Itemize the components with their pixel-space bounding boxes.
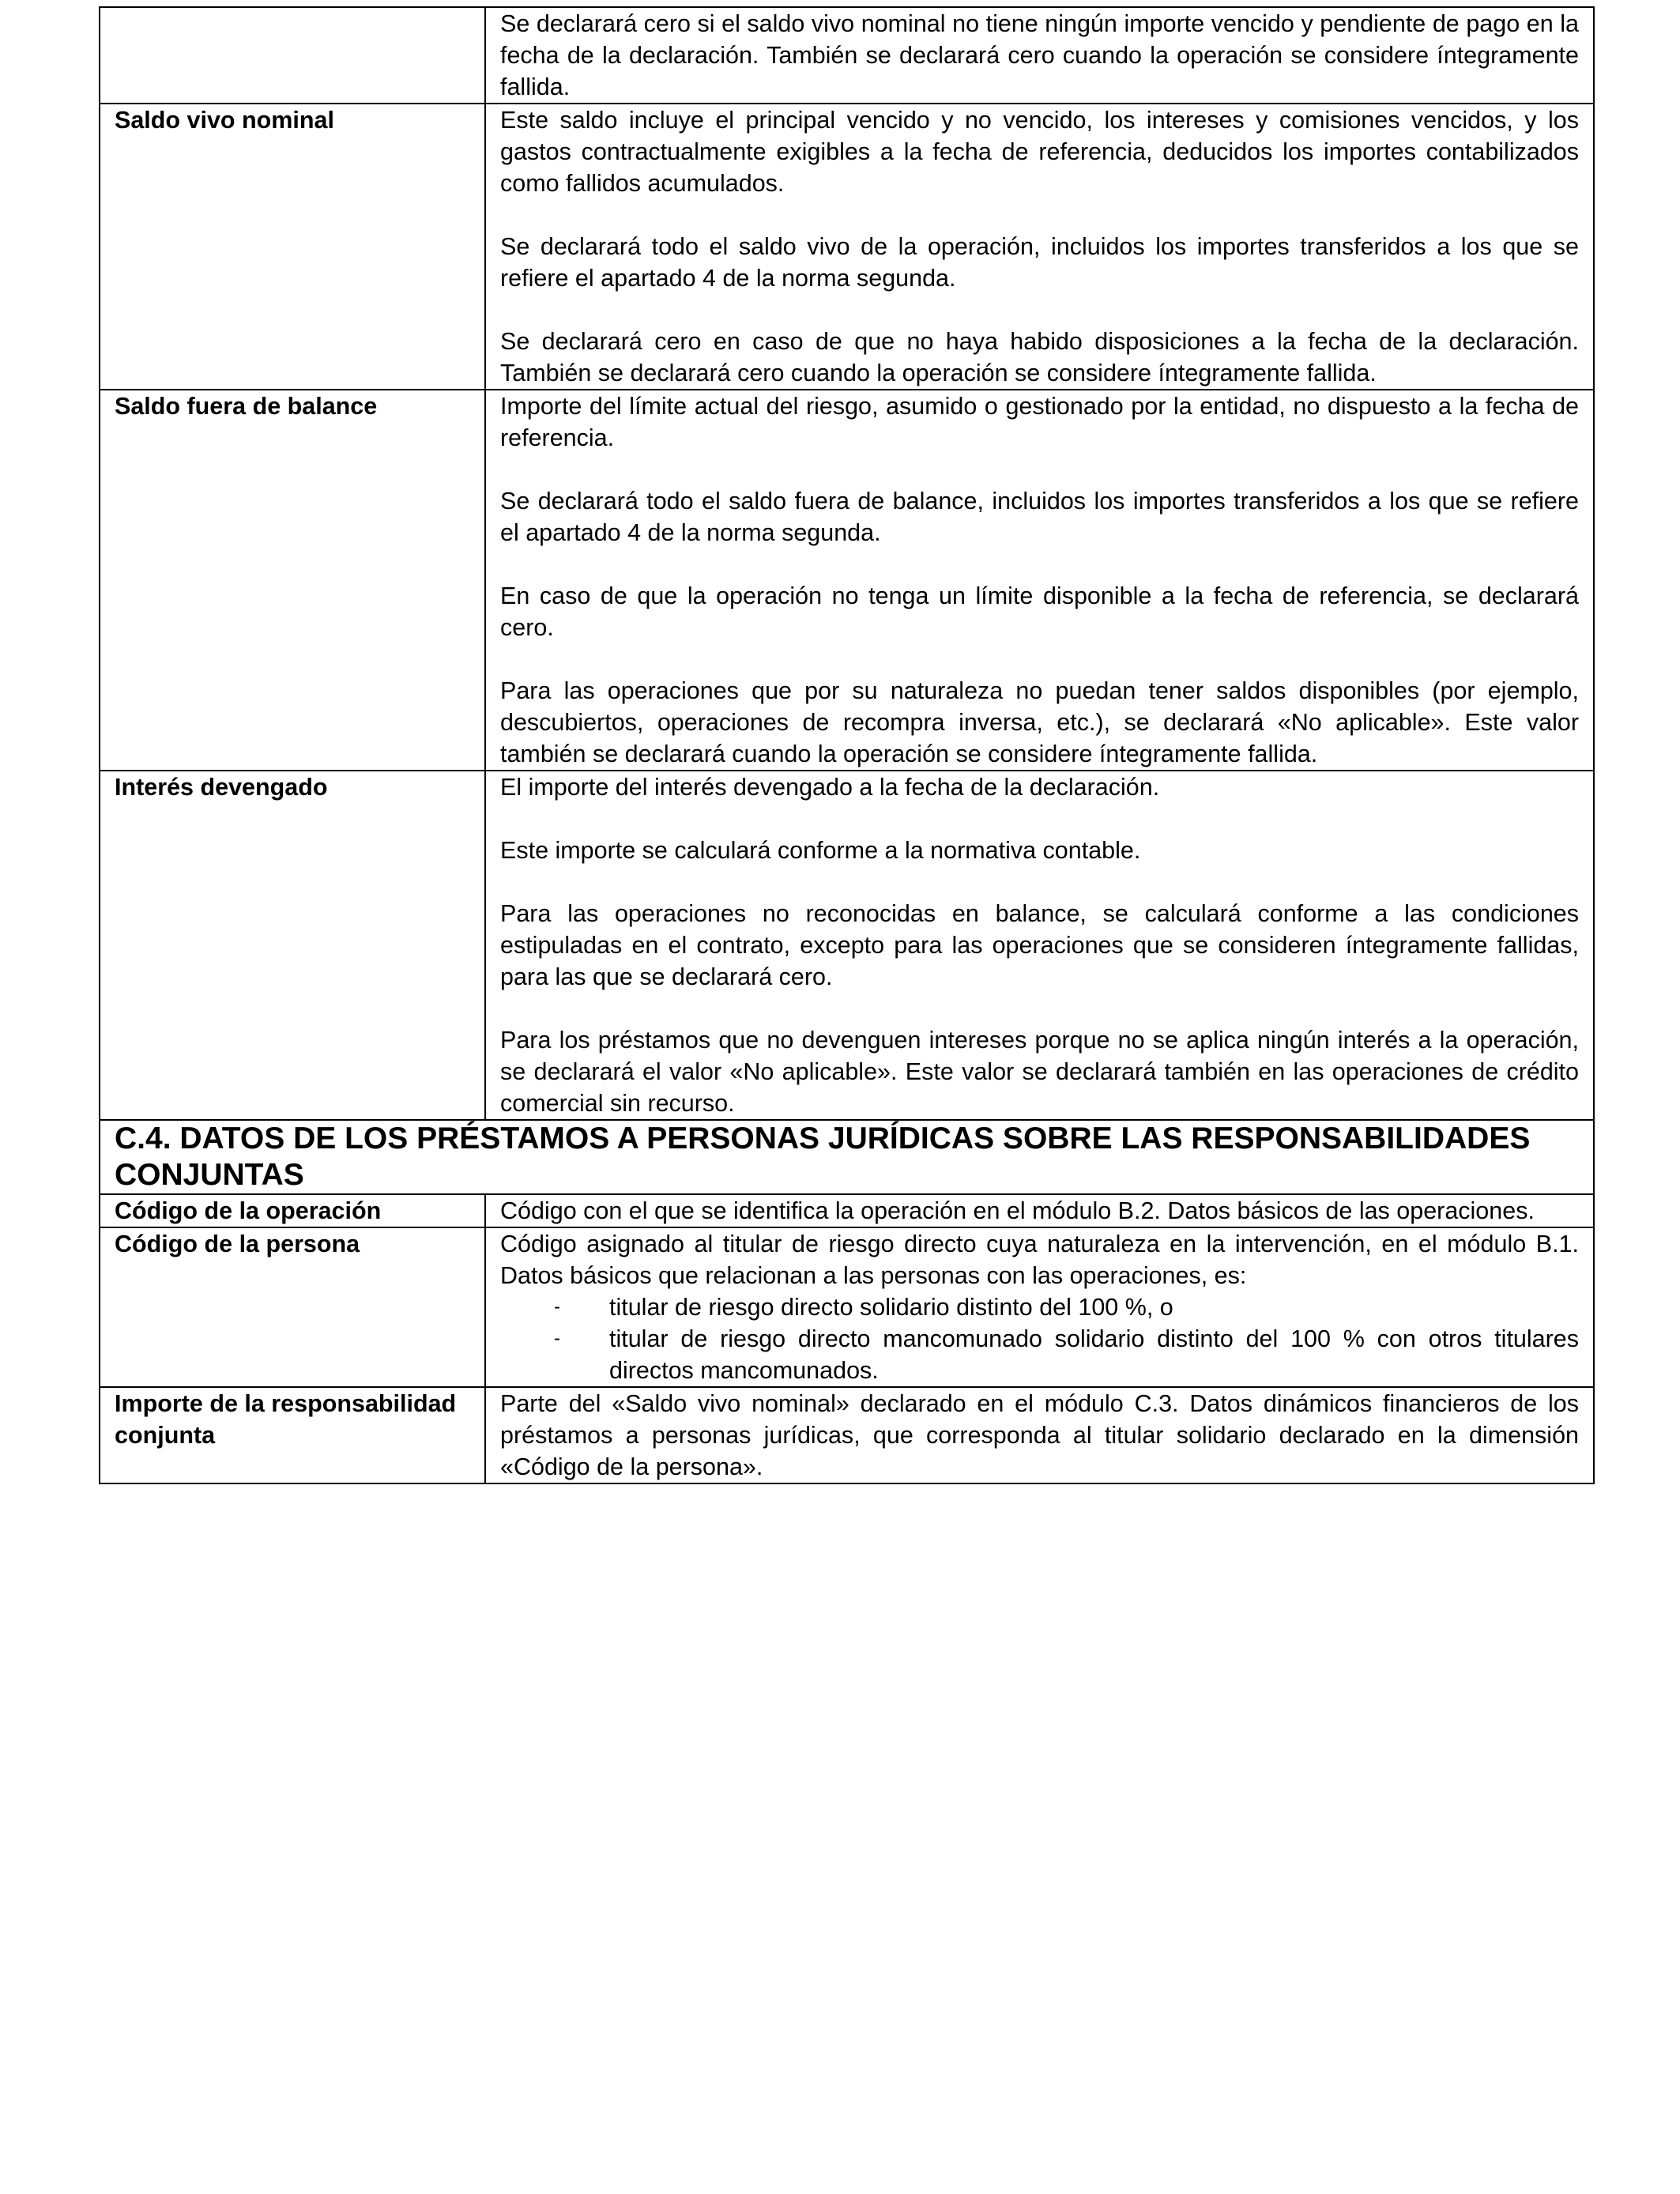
- description-cell: [485, 104, 1594, 390]
- list-item: [554, 1291, 1579, 1323]
- description-cell: [485, 1194, 1594, 1227]
- paragraph: Importe del límite actual del riesgo, asumido o gestionado por la entidad, no dispuesto a la fecha de referencia.: [500, 393, 1579, 451]
- table-row: [100, 1194, 1594, 1227]
- description-cell: [485, 390, 1594, 771]
- table-row: [100, 390, 1594, 771]
- paragraph: Para las operaciones no reconocidas en balance, se calculará conforme a las condiciones estipuladas en el contrato, excepto para las operaciones que se consideren íntegramente fallidas, para las que se declarará cero.: [500, 900, 1579, 990]
- section-title: C.4. DATOS DE LOS PRÉSTAMOS A PERSONAS JURÍDICAS SOBRE LAS RESPONSABILIDADES CONJUNTAS: [100, 1120, 1594, 1194]
- section-title-row: [100, 1120, 1594, 1194]
- description-cell: [485, 1387, 1594, 1483]
- description-cell: [485, 7, 1594, 104]
- dash-bullet: -: [554, 1296, 560, 1318]
- dash-bullet: -: [554, 1328, 560, 1349]
- paragraph: Este saldo incluye el principal vencido y no vencido, los intereses y comisiones vencidos, y los gastos contractualmente exigibles a la fecha de referencia, deducidos los importes contabilizados como fallidos acumulados.: [500, 107, 1579, 197]
- dash-list: [500, 1291, 1579, 1386]
- term-cell: Código de la persona: [100, 1227, 485, 1387]
- paragraph: Código asignado al titular de riesgo directo cuya naturaleza en la intervención, en el módulo B.1. Datos básicos que relacionan a las personas con las operaciones, es:: [500, 1231, 1579, 1289]
- paragraph: Para los préstamos que no devenguen intereses porque no se aplica ningún interés a la operación, se declarará el valor «No aplicable». Este valor se declarará también en las operaciones de crédito comercial sin recurso.: [500, 1027, 1579, 1117]
- table-row: [100, 104, 1594, 390]
- table-row: [100, 1227, 1594, 1387]
- table-row: [100, 771, 1594, 1120]
- term-cell: Importe de la responsabilidad conjunta: [100, 1387, 485, 1483]
- paragraph: Se declarará cero en caso de que no haya habido disposiciones a la fecha de la declaración. También se declarará cero cuando la operación se considere íntegramente fallida.: [500, 328, 1579, 386]
- table-row: [100, 7, 1594, 104]
- list-item-text: titular de riesgo directo mancomunado solidario distinto del 100 % con otros titulares directos mancomunados.: [609, 1325, 1579, 1384]
- term-cell: Saldo fuera de balance: [100, 390, 485, 771]
- definitions-table: [99, 6, 1595, 1484]
- paragraph: Se declarará todo el saldo fuera de balance, incluidos los importes transferidos a los que se refiere el apartado 4 de la norma segunda.: [500, 488, 1579, 546]
- list-item: [554, 1323, 1579, 1386]
- paragraph: Parte del «Saldo vivo nominal» declarado en el módulo C.3. Datos dinámicos financieros de los préstamos a personas jurídicas, que corresponda al titular solidario declarado en la dimensión «Código de la persona».: [500, 1390, 1579, 1480]
- paragraph: Se declarará cero si el saldo vivo nominal no tiene ningún importe vencido y pendiente de pago en la fecha de la declaración. También se declarará cero cuando la operación se considere íntegramente fallida.: [500, 10, 1579, 100]
- description-cell: [485, 771, 1594, 1120]
- paragraph: En caso de que la operación no tenga un límite disponible a la fecha de referencia, se declarará cero.: [500, 582, 1579, 641]
- term-cell: [100, 7, 485, 104]
- table-row: [100, 1387, 1594, 1483]
- paragraph: Se declarará todo el saldo vivo de la operación, incluidos los importes transferidos a los que se refiere el apartado 4 de la norma segunda.: [500, 233, 1579, 292]
- term-cell: Código de la operación: [100, 1194, 485, 1227]
- paragraph: Código con el que se identifica la operación en el módulo B.2. Datos básicos de las operaciones.: [500, 1197, 1535, 1224]
- paragraph: Este importe se calculará conforme a la normativa contable.: [500, 837, 1141, 864]
- description-cell: [485, 1227, 1594, 1387]
- paragraph: El importe del interés devengado a la fecha de la declaración.: [500, 774, 1160, 801]
- page-content: [99, 6, 1595, 1484]
- list-item-text: titular de riesgo directo solidario distinto del 100 %, o: [609, 1294, 1173, 1321]
- term-cell: Interés devengado: [100, 771, 485, 1120]
- paragraph: Para las operaciones que por su naturaleza no puedan tener saldos disponibles (por ejemplo, descubiertos, operaciones de recompra inversa, etc.), se declarará «No aplicable». Este valor también se declarará cuando la operación se considere íntegramente fallida.: [500, 677, 1579, 767]
- term-cell: Saldo vivo nominal: [100, 104, 485, 390]
